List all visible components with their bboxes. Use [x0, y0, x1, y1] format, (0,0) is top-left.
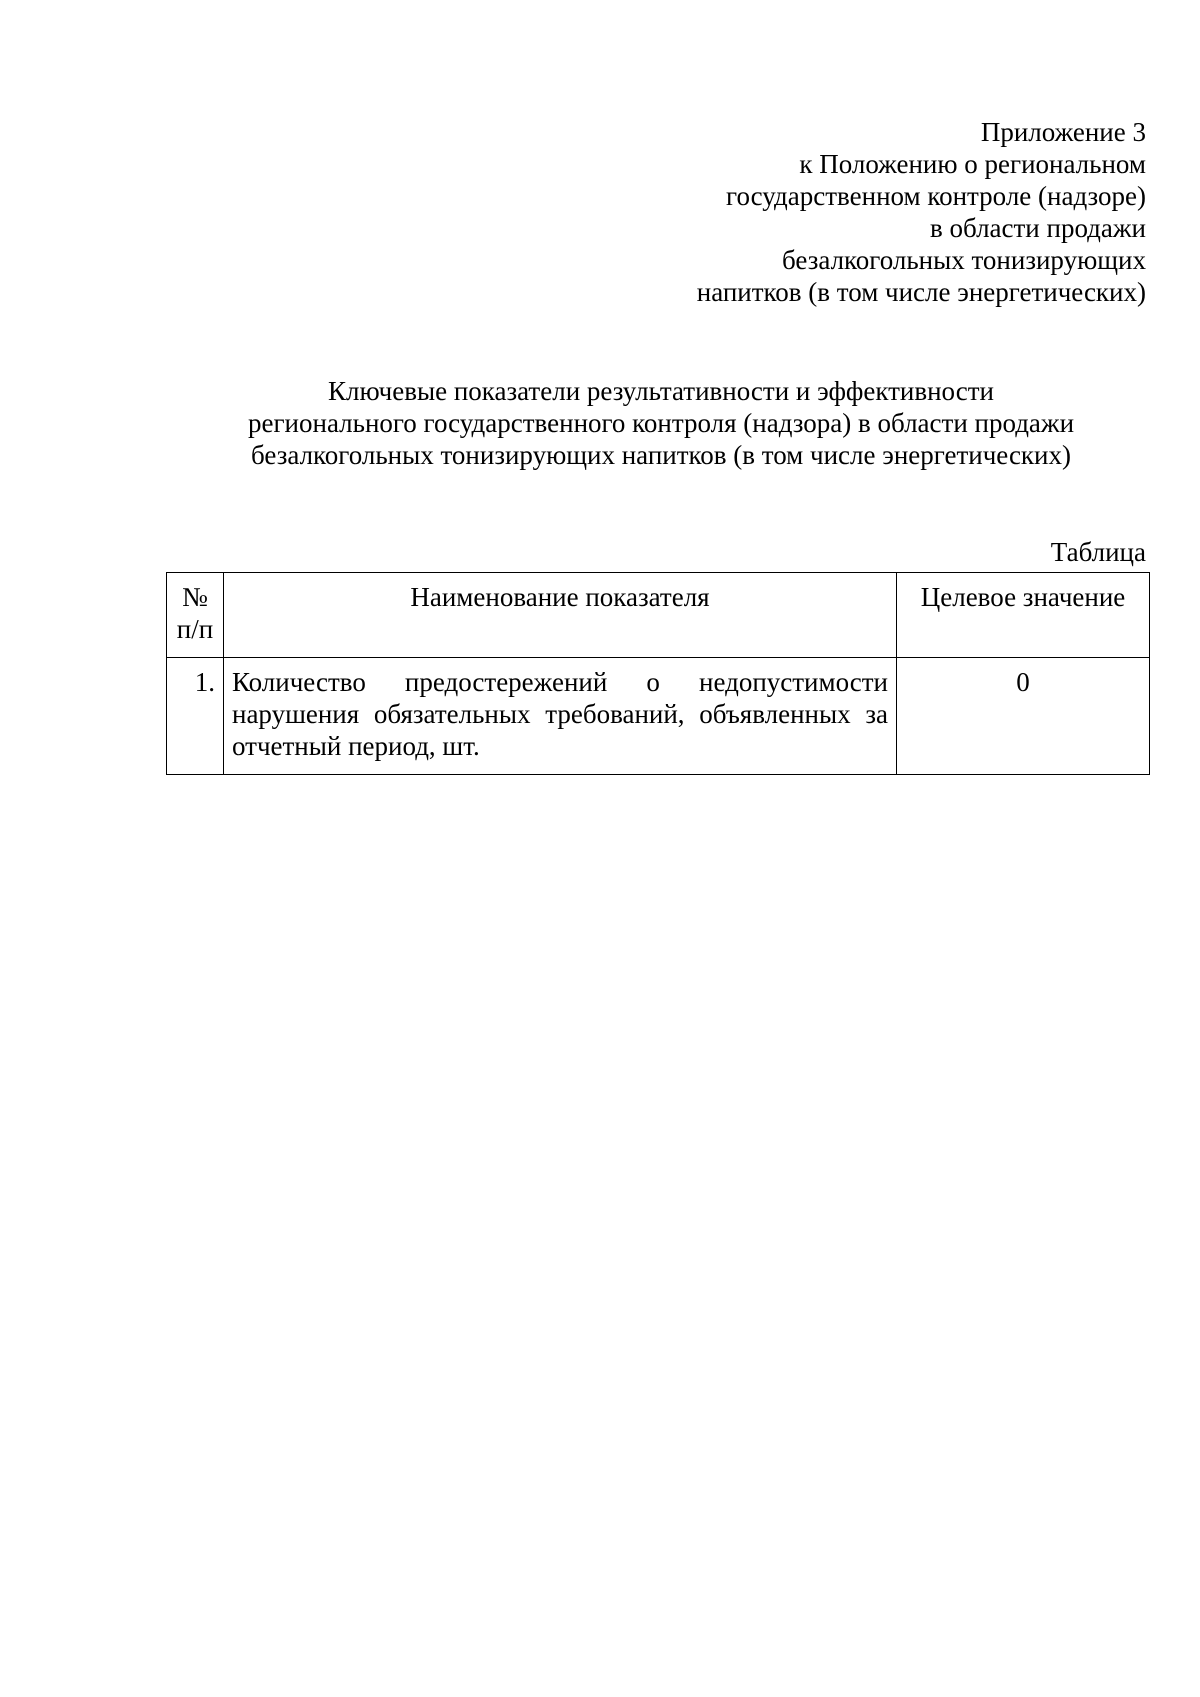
kpi-table	[166, 572, 1150, 775]
row-number: 1.	[167, 658, 224, 775]
header-indicator-name: Наименование показателя	[224, 573, 897, 658]
row-target-value: 0	[897, 658, 1150, 775]
title-line-1: Ключевые показатели результативности и эффективности	[328, 376, 994, 406]
appendix-line-5: безалкогольных тонизирующих	[782, 245, 1146, 275]
appendix-line-2: к Положению о региональном	[799, 149, 1146, 179]
appendix-line-1: Приложение 3	[980, 117, 1146, 147]
table-caption: Таблица	[1050, 537, 1146, 567]
appendix-note	[697, 116, 1146, 308]
row-indicator-name: Количество предостережений о недопустимости нарушения обязательных требований, объявленных за отчетный период, шт.	[224, 658, 897, 775]
appendix-line-6: напитков (в том числе энергетических)	[696, 277, 1146, 307]
appendix-line-3: государственном контроле (надзоре)	[726, 181, 1146, 211]
table-row	[167, 658, 1150, 775]
header-number: № п/п	[167, 573, 224, 658]
header-target-value: Целевое значение	[897, 573, 1150, 658]
table-header-row	[167, 573, 1150, 658]
appendix-line-4: в области продажи	[930, 213, 1146, 243]
title-line-2: регионального государственного контроля (надзора) в области продажи	[247, 408, 1075, 438]
document-title	[166, 375, 1156, 471]
title-line-3: безалкогольных тонизирующих напитков (в том числе энергетических)	[251, 440, 1071, 470]
